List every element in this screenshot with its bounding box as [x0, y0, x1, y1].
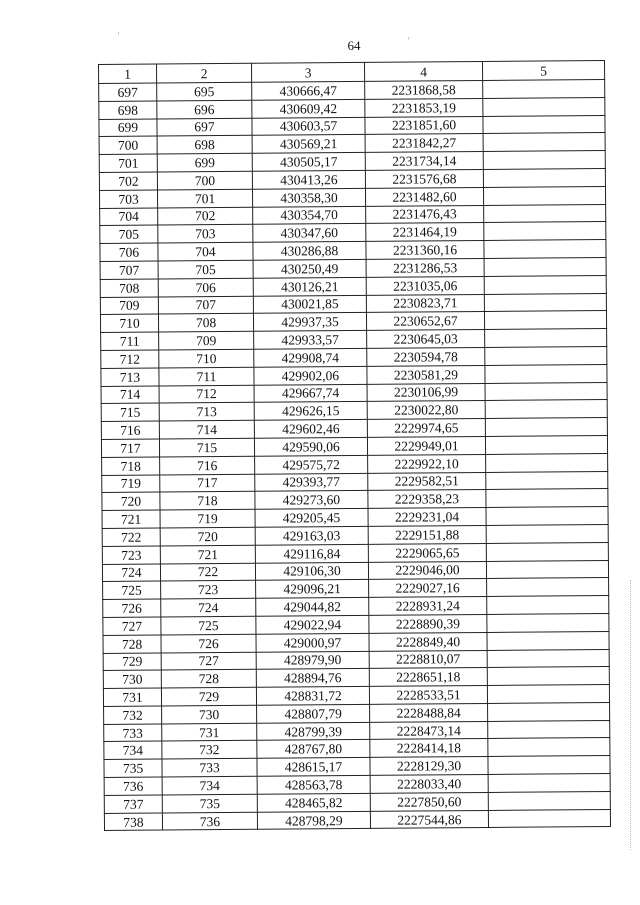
table-cell — [485, 329, 607, 348]
table-cell: 2231868,58 — [365, 80, 483, 99]
table-cell — [485, 364, 607, 383]
table-cell: 2229922,10 — [368, 454, 486, 473]
table-cell: 430569,21 — [252, 135, 365, 154]
table-cell: 712 — [101, 350, 159, 368]
table-cell: 430358,30 — [252, 188, 365, 207]
table-cell — [486, 489, 608, 508]
table-cell: 2229065,65 — [368, 543, 486, 562]
table-cell: 738 — [104, 813, 162, 831]
table-cell — [483, 97, 605, 116]
table-cell: 719 — [102, 475, 160, 493]
table-cell: 698 — [157, 136, 252, 155]
table-cell: 429096,21 — [256, 580, 369, 599]
table-cell — [488, 738, 610, 757]
table-cell: 715 — [101, 403, 159, 421]
table-cell: 428563,78 — [257, 775, 370, 794]
scan-artifact: ' — [408, 36, 410, 45]
table-cell: 430250,49 — [253, 259, 366, 278]
table-cell: 2231464,19 — [366, 223, 484, 242]
table-cell: 429933,57 — [254, 331, 367, 350]
column-header: 1 — [99, 64, 157, 83]
column-header: 4 — [364, 61, 482, 81]
table-cell: 2230581,29 — [367, 365, 485, 384]
table-cell: 2229358,23 — [368, 490, 486, 509]
table-cell: 713 — [159, 403, 254, 422]
table-cell — [485, 400, 607, 419]
table-cell — [487, 631, 609, 650]
table-cell: 428465,82 — [257, 793, 370, 812]
table-cell: 430347,60 — [253, 224, 366, 243]
table-cell: 2230106,99 — [367, 383, 485, 402]
table-cell: 733 — [162, 759, 257, 778]
table-cell — [486, 524, 608, 543]
table-cell: 737 — [104, 795, 162, 813]
table-cell: 429106,30 — [255, 562, 368, 581]
table-cell: 2230594,78 — [367, 347, 485, 366]
table-cell: 429273,60 — [255, 491, 368, 510]
table-cell: 711 — [101, 332, 159, 350]
table-cell: 710 — [100, 314, 158, 332]
table-cell: 720 — [102, 492, 160, 510]
table-cell: 2229231,04 — [368, 508, 486, 527]
table-cell: 2227850,60 — [370, 792, 488, 811]
table-cell: 717 — [101, 439, 159, 457]
table-cell: 733 — [104, 724, 162, 742]
table-cell: 725 — [161, 616, 256, 635]
table-cell: 731 — [162, 723, 257, 742]
table-cell — [487, 649, 609, 668]
table-cell: 429205,45 — [255, 509, 368, 528]
table-cell — [486, 453, 608, 472]
table-cell: 430354,70 — [253, 206, 366, 225]
table-cell: 428831,72 — [256, 686, 369, 705]
table-cell: 2230823,71 — [366, 294, 484, 313]
table-cell: 2228533,51 — [369, 686, 487, 705]
table-cell: 699 — [157, 153, 252, 172]
table-cell: 726 — [103, 599, 161, 617]
table-cell: 2229974,65 — [367, 419, 485, 438]
table-cell: 2229027,16 — [369, 579, 487, 598]
table-cell: 734 — [104, 742, 162, 760]
table-cell: 736 — [162, 812, 257, 831]
table-cell: 726 — [161, 634, 256, 653]
table-cell: 429393,77 — [255, 473, 368, 492]
table-cell: 713 — [101, 368, 159, 386]
table-cell: 703 — [158, 225, 253, 244]
table-cell: 718 — [102, 457, 160, 475]
table-cell: 702 — [99, 172, 157, 190]
table-cell: 2231286,53 — [366, 258, 484, 277]
table-cell: 430603,57 — [252, 117, 365, 136]
table-cell: 716 — [101, 421, 159, 439]
table-cell: 705 — [158, 260, 253, 279]
table-cell — [487, 613, 609, 632]
table-cell: 727 — [161, 652, 256, 671]
table-cell: 429022,94 — [256, 615, 369, 634]
table-cell: 729 — [103, 653, 161, 671]
table-cell: 2231035,06 — [366, 276, 484, 295]
table-cell: 722 — [160, 563, 255, 582]
table-cell: 735 — [162, 794, 257, 813]
table-cell: 704 — [158, 242, 253, 261]
table-cell: 429590,06 — [254, 437, 367, 456]
table-cell: 706 — [100, 243, 158, 261]
table-cell: 709 — [159, 331, 254, 350]
table-cell: 707 — [100, 261, 158, 279]
table-cell — [486, 542, 608, 561]
table-cell: 715 — [159, 438, 254, 457]
table-cell: 706 — [158, 278, 253, 297]
table-cell: 2228849,40 — [369, 632, 487, 651]
table-cell: 730 — [162, 705, 257, 724]
table-cell: 429902,06 — [254, 366, 367, 385]
column-header: 3 — [251, 62, 364, 82]
table-cell: 721 — [160, 545, 255, 564]
table-cell: 703 — [99, 190, 157, 208]
table-cell: 429116,84 — [255, 544, 368, 563]
table-cell: 429937,35 — [253, 313, 366, 332]
table-cell: 2228810,07 — [369, 650, 487, 669]
table-cell: 722 — [102, 528, 160, 546]
table-cell: 708 — [158, 314, 253, 333]
table-cell: 719 — [160, 509, 255, 528]
table-cell — [484, 275, 606, 294]
table-cell: 711 — [159, 367, 254, 386]
table-cell: 429908,74 — [254, 348, 367, 367]
table-cell — [488, 720, 610, 739]
table-cell: 699 — [99, 119, 157, 137]
table-row — [104, 809, 610, 831]
table-cell: 2231734,14 — [365, 152, 483, 171]
scan-edge-line — [629, 580, 631, 850]
table-cell: 429602,46 — [254, 420, 367, 439]
table-cell: 430413,26 — [252, 170, 365, 189]
table-cell: 721 — [102, 510, 160, 528]
table-cell — [487, 667, 609, 686]
table-cell: 709 — [100, 297, 158, 315]
table-cell: 710 — [159, 349, 254, 368]
table-cell — [487, 596, 609, 615]
table-cell: 705 — [100, 225, 158, 243]
table-cell: 714 — [101, 386, 159, 404]
table-cell: 430609,42 — [252, 99, 365, 118]
table-cell — [486, 471, 608, 490]
table-cell: 430021,85 — [253, 295, 366, 314]
table-cell — [483, 115, 605, 134]
table-cell: 428894,76 — [256, 669, 369, 688]
table-cell — [484, 204, 606, 223]
table-cell — [486, 560, 608, 579]
table-cell: 2231842,27 — [365, 134, 483, 153]
table-cell: 697 — [157, 118, 252, 137]
table-cell — [485, 435, 607, 454]
table-cell: 2228414,18 — [370, 739, 488, 758]
table-cell — [485, 418, 607, 437]
table-cell — [484, 311, 606, 330]
table-cell: 704 — [100, 208, 158, 226]
table-cell: 2229949,01 — [367, 436, 485, 455]
table-cell — [488, 791, 610, 810]
scan-artifact: ' — [118, 31, 120, 40]
table-cell — [483, 186, 605, 205]
table-cell: 2228651,18 — [369, 668, 487, 687]
table-cell: 729 — [161, 687, 256, 706]
table-cell — [488, 809, 610, 828]
table-cell: 429044,82 — [256, 597, 369, 616]
table-cell — [484, 222, 606, 241]
table-cell — [484, 240, 606, 259]
table-cell: 2228473,14 — [370, 721, 488, 740]
table-cell: 702 — [158, 207, 253, 226]
table-cell — [484, 293, 606, 312]
table-cell: 2228488,84 — [370, 703, 488, 722]
table-cell: 718 — [160, 492, 255, 511]
table-cell: 732 — [104, 706, 162, 724]
table-cell: 725 — [103, 581, 161, 599]
table-cell — [486, 507, 608, 526]
table-cell: 2231853,19 — [365, 98, 483, 117]
table-cell: 701 — [157, 189, 252, 208]
table-cell: 727 — [103, 617, 161, 635]
table-cell — [483, 169, 605, 188]
table-cell: 429163,03 — [255, 526, 368, 545]
table-cell: 716 — [160, 456, 255, 475]
table-cell: 736 — [104, 777, 162, 795]
table-cell: 731 — [103, 688, 161, 706]
table-cell: 2227544,86 — [370, 810, 488, 829]
table-cell: 430126,21 — [253, 277, 366, 296]
coordinates-table — [98, 60, 611, 831]
table-cell: 732 — [162, 741, 257, 760]
table-cell: 428979,90 — [256, 651, 369, 670]
table-cell: 2231360,16 — [366, 241, 484, 260]
table-cell: 429667,74 — [254, 384, 367, 403]
table-cell: 430286,88 — [253, 242, 366, 261]
table-cell: 720 — [160, 527, 255, 546]
table-cell: 697 — [99, 83, 157, 101]
table-cell: 728 — [103, 635, 161, 653]
table-cell: 2228129,30 — [370, 757, 488, 776]
table-cell: 728 — [161, 670, 256, 689]
table-cell: 2231476,43 — [366, 205, 484, 224]
table-cell: 698 — [99, 101, 157, 119]
table-cell — [483, 80, 605, 99]
table-cell: 707 — [158, 296, 253, 315]
table-cell — [483, 133, 605, 152]
table-cell — [484, 257, 606, 276]
table-cell: 700 — [157, 171, 252, 190]
table-cell: 428798,29 — [257, 811, 370, 830]
page-number: 64 — [347, 38, 361, 53]
table-cell: 701 — [99, 154, 157, 172]
table-cell: 2228033,40 — [370, 775, 488, 794]
table-cell: 2228890,39 — [369, 614, 487, 633]
column-header: 2 — [157, 63, 252, 83]
table-cell: 429000,97 — [256, 633, 369, 652]
table-cell — [488, 702, 610, 721]
table-cell: 430505,17 — [252, 153, 365, 172]
table-cell: 2230652,67 — [366, 312, 484, 331]
table-cell — [485, 346, 607, 365]
table-cell: 695 — [157, 82, 252, 101]
table-cell: 2228931,24 — [369, 597, 487, 616]
table-cell: 428615,17 — [257, 758, 370, 777]
table-cell: 2230645,03 — [367, 330, 485, 349]
table-cell: 723 — [102, 546, 160, 564]
table-cell: 2230022,80 — [367, 401, 485, 420]
table-cell — [487, 578, 609, 597]
table-cell: 734 — [162, 776, 257, 795]
table-cell: 429626,15 — [254, 402, 367, 421]
table-cell: 2231576,68 — [365, 169, 483, 188]
table-cell — [488, 774, 610, 793]
table-cell: 2231482,60 — [365, 187, 483, 206]
table-cell — [487, 685, 609, 704]
table-cell: 2229582,51 — [368, 472, 486, 491]
table-cell: 428807,79 — [257, 704, 370, 723]
table-cell: 708 — [100, 279, 158, 297]
table-cell: 2229046,00 — [368, 561, 486, 580]
table-cell: 735 — [104, 759, 162, 777]
table-cell: 700 — [99, 136, 157, 154]
table-cell: 712 — [159, 385, 254, 404]
column-header: 5 — [482, 61, 604, 81]
table-cell: 723 — [161, 581, 256, 600]
table-cell: 724 — [161, 598, 256, 617]
table-cell: 696 — [157, 100, 252, 119]
table-cell — [488, 756, 610, 775]
table-cell: 429575,72 — [255, 455, 368, 474]
table-body — [99, 80, 611, 831]
table-cell: 430666,47 — [252, 81, 365, 100]
table-cell: 724 — [102, 564, 160, 582]
table-cell: 2231851,60 — [365, 116, 483, 135]
table-cell: 428767,80 — [257, 740, 370, 759]
table-cell: 714 — [159, 420, 254, 439]
table-cell — [483, 151, 605, 170]
table-cell — [485, 382, 607, 401]
table-cell: 428799,39 — [257, 722, 370, 741]
table-cell: 2229151,88 — [368, 525, 486, 544]
table-cell: 717 — [160, 474, 255, 493]
table-cell: 730 — [103, 670, 161, 688]
